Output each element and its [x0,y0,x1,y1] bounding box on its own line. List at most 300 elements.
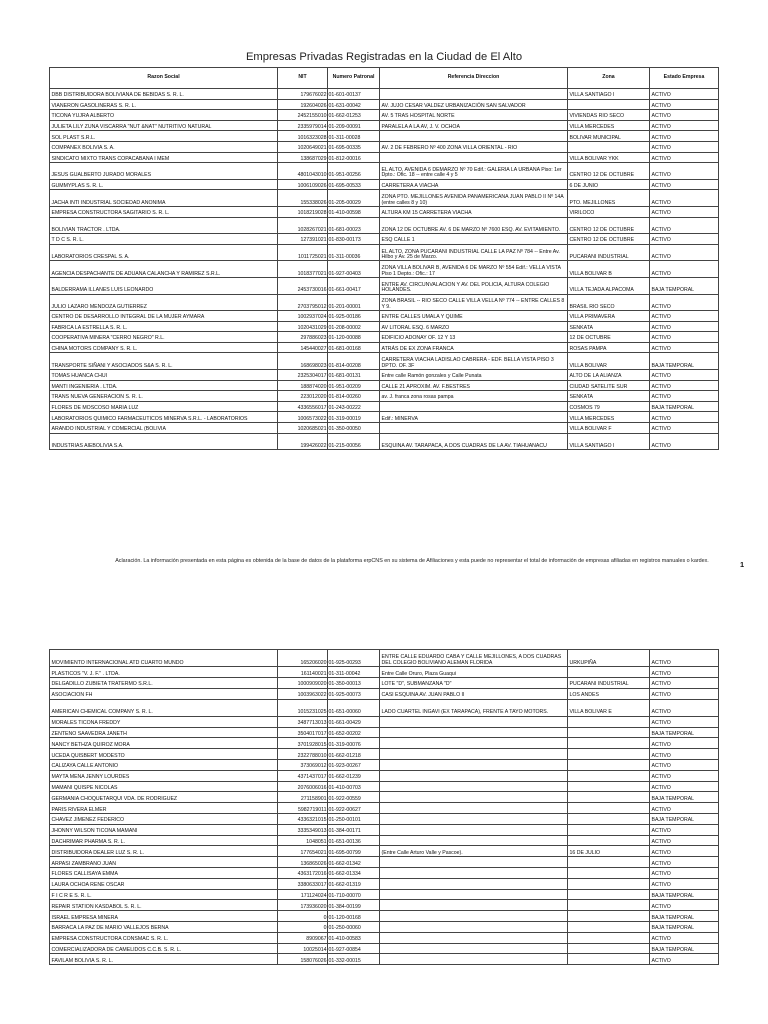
cell-nit: 145440027 [278,342,328,353]
cell-nit: 4363172016 [278,867,328,878]
cell-estado: ACTIVO [650,110,719,121]
cell-referencia [380,131,568,142]
cell-zona [568,716,650,727]
cell-nit: 10025014 [278,943,328,954]
header-razon-social: Razon Social [50,68,278,89]
cell-estado: ACTIVO [650,141,719,152]
table-row [50,749,719,760]
cell-numero-patronal: 01-927-00854 [328,943,380,954]
cell-referencia: LOTE "D", SUBMANZANA "D" [380,677,568,688]
cell-estado: ACTIVO [650,217,719,234]
cell-zona: VILLA TEJADA ALPACOMA [568,277,650,294]
cell-referencia [380,857,568,868]
cell-razon-social: VIANERON GASOLINERAS S. R. L. [50,99,278,110]
cell-referencia: ATRÁS DE EX ZONA FRANCA [380,342,568,353]
cell-numero-patronal: 01-652-00202 [328,727,380,738]
cell-razon-social: TRANSPORTE SIÑANI Y ASOCIADOS S&A S. R. L. [50,353,278,370]
cell-referencia: ENTRE CALLE EDUARDO CABA Y CALLE MEJILLONES, A DOS CUADRAS DEL COLEGIO BOLIVIANO ALEMAN FLORIDA [380,650,568,667]
cell-zona [568,749,650,760]
cell-zona: CENTRO 12 DE OCTUBRE [568,234,650,245]
cell-numero-patronal: 01-710-00070 [328,889,380,900]
cell-razon-social: DISTRIBUIDORA DEALER LUZ S. R. L. [50,846,278,857]
table-row [50,179,719,190]
cell-referencia [380,738,568,749]
cell-razon-social: COOPERATIVA MINERA "CERRO NEGRO" R.L. [50,332,278,343]
cell-estado: BAJA TEMPORAL [650,277,719,294]
cell-nit: 223012020 [278,391,328,402]
cell-nit: 1020649021 [278,141,328,152]
header-nit: NIT [278,68,328,89]
cell-referencia [380,423,568,434]
cell-nit: 4801043010 [278,163,328,180]
cell-referencia: EDIFICIO ADONAY OF. 12 Y 13 [380,332,568,343]
table-row [50,738,719,749]
table-row [50,943,719,954]
header-zona: Zona [568,68,650,89]
cell-zona [568,932,650,943]
table-row [50,911,719,922]
cell-numero-patronal: 01-662-01342 [328,857,380,868]
cell-nit: 155338026 [278,190,328,207]
cell-razon-social: ISRAEL EMPRESA MINERA [50,911,278,922]
table-row [50,878,719,889]
cell-nit: 192604026 [278,99,328,110]
cell-numero-patronal: 01-651-00060 [328,699,380,716]
cell-referencia [380,727,568,738]
cell-zona [568,867,650,878]
cell-referencia [380,770,568,781]
cell-referencia: PARALELA A LA AV, J. V. OCHOA [380,120,568,131]
cell-nit: 5982719011 [278,803,328,814]
table-row [50,120,719,131]
cell-zona: VIVIENDAS RIO SECO [568,110,650,121]
cell-numero-patronal: 01-922-00627 [328,803,380,814]
cell-razon-social: DBB DISTRIBUIDORA BOLIVIANA DE BEBIDAS S. R. L. [50,89,278,100]
table-row [50,699,719,716]
cell-nit: 2322788010 [278,749,328,760]
table-row [50,781,719,792]
cell-estado: ACTIVO [650,332,719,343]
cell-zona: 16 DE JULIO [568,846,650,857]
cell-zona: VILLA BOLIVAR [568,353,650,370]
cell-referencia [380,867,568,878]
cell-estado: ACTIVO [650,391,719,402]
cell-referencia [380,781,568,792]
cell-estado: ACTIVO [650,835,719,846]
cell-numero-patronal: 01-814-00208 [328,353,380,370]
cell-referencia [380,900,568,911]
table-row [50,932,719,943]
table-row [50,370,719,381]
table-row [50,824,719,835]
cell-zona: CENTRO 12 DE OCTUBRE [568,217,650,234]
cell-nit: 1011725021 [278,244,328,261]
cell-numero-patronal: 01-410-00583 [328,932,380,943]
cell-numero-patronal: 01-384-00171 [328,824,380,835]
cell-zona: VILLA PRIMAVERA [568,311,650,322]
cell-estado: ACTIVO [650,294,719,311]
cell-referencia: ENTRE CALLES UMALA Y QUIME [380,311,568,322]
cell-zona [568,921,650,932]
cell-razon-social: BOLIVIAN TRACTOR . LTDA. [50,217,278,234]
cell-estado: ACTIVO [650,244,719,261]
cell-zona [568,738,650,749]
cell-razon-social: ZENTENO SAAVEDRA JANETH [50,727,278,738]
table-row [50,110,719,121]
table-row [50,131,719,142]
table-body-page-1 [50,89,719,450]
cell-numero-patronal: 01-332-00015 [328,954,380,965]
cell-nit: 136865026 [278,857,328,868]
cell-zona [568,954,650,965]
cell-referencia [380,813,568,824]
cell-nit: 1016323028 [278,131,328,142]
table-row [50,803,719,814]
cell-nit: 3487713013 [278,716,328,727]
cell-estado: ACTIVO [650,749,719,760]
cell-numero-patronal: 01-662-01334 [328,867,380,878]
cell-estado: ACTIVO [650,89,719,100]
cell-razon-social: FLORES CALLISAYA EMMA [50,867,278,878]
cell-estado: ACTIVO [650,152,719,163]
table-row [50,759,719,770]
cell-razon-social: LABORATORIOS CRESPAL S. A. [50,244,278,261]
table-row [50,813,719,824]
table-row [50,311,719,322]
cell-referencia [380,911,568,922]
cell-nit: 0 [278,921,328,932]
cell-numero-patronal: 01-311-00042 [328,667,380,678]
cell-numero-patronal: 01-681-00168 [328,342,380,353]
cell-nit: 179676022 [278,89,328,100]
cell-razon-social: CHAVEZ JIMENEZ FEDERICO [50,813,278,824]
cell-zona: ALTO DE LA ALIANZA [568,370,650,381]
companies-table-page-2 [49,649,719,965]
cell-razon-social: BALDERRAMA ILLANES LUIS LEONARDO [50,277,278,294]
cell-razon-social: NANCY BETHZA QUIROZ MORA [50,738,278,749]
page-title: Empresas Privadas Registradas en la Ciudad de El Alto [245,51,523,63]
cell-nit: 2325304017 [278,370,328,381]
cell-estado: ACTIVO [650,857,719,868]
cell-nit: 271158901 [278,792,328,803]
cell-nit: 158076026 [278,954,328,965]
cell-nit: 138687029 [278,152,328,163]
cell-razon-social: COMPANEX BOLIVIA S. A. [50,141,278,152]
cell-numero-patronal: 01-695-00335 [328,141,380,152]
cell-razon-social: TRANS NUEVA GENERACION S. R. L. [50,391,278,402]
cell-referencia: av. J. franca zona rosas pampa [380,391,568,402]
cell-nit: 199426022 [278,433,328,450]
cell-razon-social: BARRACA LA PAZ DE MARIO VALLEJOS BERNA [50,921,278,932]
cell-referencia [380,89,568,100]
cell-zona: CIUDAD SATELITE SUR [568,380,650,391]
cell-nit: 1048051 [278,835,328,846]
cell-referencia: Edif.: MINERVA [380,412,568,423]
cell-numero-patronal: 01-410-00703 [328,781,380,792]
cell-zona [568,813,650,824]
table-row [50,857,719,868]
cell-referencia [380,792,568,803]
cell-nit: 1020685021 [278,423,328,434]
cell-razon-social: SINDICATO MIXTO TRANS COPACABANA I MEM [50,152,278,163]
cell-referencia [380,824,568,835]
cell-numero-patronal: 01-208-00002 [328,321,380,332]
cell-numero-patronal: 01-311-00036 [328,244,380,261]
cell-estado: ACTIVO [650,380,719,391]
cell-referencia: AV. JUJO CESAR VALDEZ URBANIZACIÓN SAN SALVADOR [380,99,568,110]
cell-nit: 1018219028 [278,206,328,217]
cell-numero-patronal: 01-384-00199 [328,900,380,911]
cell-zona: BRASIL RIO SECO [568,294,650,311]
cell-zona [568,835,650,846]
cell-razon-social: CALIZAYA CALLE ANTONIO [50,759,278,770]
cell-razon-social: T D C S. R. L. [50,234,278,245]
cell-zona [568,911,650,922]
cell-numero-patronal: 01-662-01253 [328,110,380,121]
cell-numero-patronal: 01-922-00559 [328,792,380,803]
table-row [50,835,719,846]
cell-referencia: Entre Calle Oruro, Plaza Guaqui [380,667,568,678]
cell-referencia [380,889,568,900]
cell-razon-social: FABRICA LA ESTRELLA S. R. L. [50,321,278,332]
companies-table-page-1 [49,67,719,450]
table-body-page-2 [50,650,719,965]
cell-estado: ACTIVO [650,131,719,142]
table-row [50,867,719,878]
table-row [50,261,719,278]
table-row [50,294,719,311]
cell-nit: 1003963022 [278,688,328,699]
cell-numero-patronal: 01-951-00256 [328,163,380,180]
table-row [50,89,719,100]
cell-estado: ACTIVO [650,234,719,245]
cell-zona: VILLA SANTIAGO I [568,89,650,100]
cell-numero-patronal: 01-120-00168 [328,911,380,922]
cell-nit: 127391021 [278,234,328,245]
cell-zona: CENTRO 12 DE OCTUBRE [568,163,650,180]
cell-referencia [380,716,568,727]
cell-referencia: ZONA PTO. MEJILLONES AVENIDA PANAMERICANA JUAN PABLO II Nº 14A (entre calles 8 y 10) [380,190,568,207]
cell-referencia: AV. 5 TRAS HOSPITAL NORTE [380,110,568,121]
cell-numero-patronal: 01-651-00136 [328,835,380,846]
cell-referencia: ENTRE AV. CIRCUNVALACION Y AV. DEL POLICIA, ALTURA COLEGIO HOLANDES. [380,277,568,294]
cell-zona: VILLA BOLIVAR YKK [568,152,650,163]
table-row [50,141,719,152]
cell-zona [568,759,650,770]
cell-razon-social: EMPRESA CONSTRUCTORA CONSMAC S. R. L. [50,932,278,943]
cell-zona: VILLA SANTIAGO I [568,433,650,450]
cell-razon-social: TOMAS HUANCA CHUI [50,370,278,381]
table-row [50,921,719,932]
cell-numero-patronal: 01-209-00091 [328,120,380,131]
cell-estado: ACTIVO [650,342,719,353]
cell-zona [568,781,650,792]
cell-zona: VILLA BOLIVAR B [568,261,650,278]
cell-numero-patronal: 01-814-00260 [328,391,380,402]
cell-zona [568,770,650,781]
cell-referencia: EL ALTO, AVENIDA 6 DEMARZO Nº 70 Edif.: GALERIA LA URBANA Piso: 1er Dpto.: Ofic. 18 -- entre calle 4 y 5 [380,163,568,180]
table-row [50,332,719,343]
cell-estado: BAJA TEMPORAL [650,813,719,824]
cell-razon-social: ARPASI ZAMBRANO JUAN [50,857,278,868]
cell-razon-social: JACHA INTI INDUSTRIAL SOCIEDAD ANONIMA [50,190,278,207]
cell-razon-social: CHINA MOTORS COMPANY S. R. L. [50,342,278,353]
cell-zona [568,824,650,835]
cell-nit: 1020431029 [278,321,328,332]
cell-zona [568,900,650,911]
cell-numero-patronal: 01-695-00533 [328,179,380,190]
cell-estado: ACTIVO [650,423,719,434]
cell-estado: ACTIVO [650,878,719,889]
cell-estado: ACTIVO [650,759,719,770]
cell-razon-social: ARANDO INDUSTRIAL Y COMERCIAL (BOLIVIA [50,423,278,434]
cell-estado: ACTIVO [650,412,719,423]
cell-razon-social: ASOCIACION FH [50,688,278,699]
cell-zona: PUCARANI INDUSTRIAL [568,244,650,261]
cell-referencia [380,932,568,943]
cell-razon-social: FAVILAM BOLIVIA S. R. L. [50,954,278,965]
cell-razon-social: JULIO LAZARO MENDOZA GUTIERREZ [50,294,278,311]
cell-referencia: ESQUINA AV. TARAPACA, A DOS CUADRAS DE LA AV. TIAHUANACU [380,433,568,450]
cell-numero-patronal: 01-681-00023 [328,217,380,234]
cell-nit: 2335979014 [278,120,328,131]
cell-referencia [380,921,568,932]
cell-razon-social: MAYTA MENA JENNY LOURDES [50,770,278,781]
cell-referencia: ZONA 12 DE OCTUBRE AV. 6 DE MARZO Nº 7600 ESQ. AV. EVITAMIENTO. [380,217,568,234]
cell-numero-patronal: 01-662-01239 [328,770,380,781]
cell-nit: 4371437017 [278,770,328,781]
cell-nit: 188874020 [278,380,328,391]
cell-zona: VILLA MERCEDES [568,412,650,423]
cell-nit: 1000909020 [278,677,328,688]
cell-estado: BAJA TEMPORAL [650,792,719,803]
cell-nit: 373069012 [278,759,328,770]
table-row [50,423,719,434]
cell-estado: ACTIVO [650,179,719,190]
cell-nit: 1006573022 [278,412,328,423]
cell-razon-social: F I C R E S. R. L. [50,889,278,900]
table-header-row [50,68,719,89]
cell-razon-social: LABORATORIOS QUIMICO FARMACEUTICOS MINERVA S.R.L. - LABORATORIOS [50,412,278,423]
cell-nit: 2076006016 [278,781,328,792]
cell-numero-patronal: 01-662-01218 [328,749,380,760]
cell-razon-social: AMERICAN CHEMICAL COMPANY S. R. L. [50,699,278,716]
page-divider [0,594,768,595]
cell-referencia: EL ALTO, ZONA PUCARANI INDUSTRIAL CALLE LA PAZ Nº 784 -- Entre Av. Hilbo y Av. 25 de Marzo. [380,244,568,261]
table-row [50,727,719,738]
table-row [50,244,719,261]
cell-estado: ACTIVO [650,688,719,699]
table-row [50,391,719,402]
cell-numero-patronal: 01-311-00028 [328,131,380,142]
table-row [50,353,719,370]
header-referencia: Referencia Direccion [380,68,568,89]
cell-estado: ACTIVO [650,677,719,688]
cell-numero-patronal: 01-681-00131 [328,370,380,381]
header-numero-patronal: Numero Patronal [328,68,380,89]
cell-estado: ACTIVO [650,99,719,110]
cell-estado: BAJA TEMPORAL [650,353,719,370]
cell-referencia: ALTURA KM 15 CARRETERA VIACHA [380,206,568,217]
cell-nit: 161140021 [278,667,328,678]
cell-razon-social: JULIETA LILY ZUNA VISCARRA "NUT &NAT" NUTRITIVO NATURAL [50,120,278,131]
cell-numero-patronal: 01-601-00137 [328,89,380,100]
cell-nit: 171124024 [278,889,328,900]
table-row [50,234,719,245]
cell-razon-social: MOVIMIENTO INTERNACIONAL ATD CUARTO MUNDO [50,650,278,667]
cell-estado: BAJA TEMPORAL [650,401,719,412]
cell-estado: ACTIVO [650,190,719,207]
cell-referencia: AV LITORAL ESQ. 6 MARZO [380,321,568,332]
cell-numero-patronal: 01-925-00073 [328,688,380,699]
cell-zona [568,141,650,152]
cell-razon-social: AGENCIA DESPACHANTE DE ADUANA CALANCHA Y RAMIREZ S.R.L. [50,261,278,278]
cell-nit: 8909067 [278,932,328,943]
cell-numero-patronal: 01-925-00186 [328,311,380,322]
cell-razon-social: COMERCIALIZADORA DE CAMELIDOS C.C.B. S. R. L. [50,943,278,954]
table-row [50,190,719,207]
cell-razon-social: MORALES TICONA FREDDY [50,716,278,727]
page-number: 1 [740,560,745,569]
cell-referencia [380,835,568,846]
cell-numero-patronal: 01-662-01319 [328,878,380,889]
cell-razon-social: TICONA YUJRA ALBERTO [50,110,278,121]
table-row [50,889,719,900]
cell-zona: VILLA MERCEDES [568,120,650,131]
cell-razon-social: MAMANI QUISPE NICOLAS [50,781,278,792]
cell-referencia [380,401,568,412]
cell-zona: VILLA BOLIVAR F [568,423,650,434]
cell-referencia [380,803,568,814]
cell-razon-social: CENTRO DE DESARROLLO INTEGRAL DE LA MUJER AYMARA [50,311,278,322]
cell-estado: ACTIVO [650,846,719,857]
cell-nit: 1018377021 [278,261,328,278]
cell-estado: ACTIVO [650,206,719,217]
cell-estado: ACTIVO [650,770,719,781]
disclaimer-note: Aclaración. La información presentada en esta página es obtenida de la base de datos de la plataforma erpCNS en su sistema de Afiliaciones y esta puede no representar el total de información de empresas afiliadas en registros manuales o kardex. [115,558,709,564]
cell-zona: COSMOS 79 [568,401,650,412]
cell-referencia [380,749,568,760]
table-row [50,206,719,217]
cell-estado: ACTIVO [650,738,719,749]
cell-estado: ACTIVO [650,120,719,131]
cell-nit: 4336321015 [278,813,328,824]
cell-estado: ACTIVO [650,716,719,727]
cell-referencia: CARRETERA VIACHA LADISLAO CABRERA - EDF. BELLA VISTA PISO 3 DPTO. OF. 3F [380,353,568,370]
cell-numero-patronal: 01-925-00293 [328,650,380,667]
cell-razon-social: INDUSTRIAS AIEBOLIVIA S.A. [50,433,278,450]
cell-estado: ACTIVO [650,900,719,911]
cell-nit: 168698023 [278,353,328,370]
cell-nit: 4336556017 [278,401,328,412]
cell-estado: ACTIVO [650,824,719,835]
cell-zona: VIRILOCO [568,206,650,217]
cell-numero-patronal: 01-951-00209 [328,380,380,391]
cell-numero-patronal: 01-927-00403 [328,261,380,278]
cell-referencia: Entre calle Ramón gonzales y Calle Punata [380,370,568,381]
cell-zona: 12 DE OCTUBRE [568,332,650,343]
cell-nit: 0 [278,911,328,922]
cell-numero-patronal: 01-201-00001 [328,294,380,311]
cell-estado: ACTIVO [650,803,719,814]
cell-nit: 2452155010 [278,110,328,121]
cell-referencia: (Entre Calle Arturo Valle y Pascoe). [380,846,568,857]
cell-estado: BAJA TEMPORAL [650,727,719,738]
cell-referencia: CALLE 21 APROXIM. AV. F.BESTRES [380,380,568,391]
table-row [50,954,719,965]
table-row [50,433,719,450]
cell-estado: ACTIVO [650,650,719,667]
